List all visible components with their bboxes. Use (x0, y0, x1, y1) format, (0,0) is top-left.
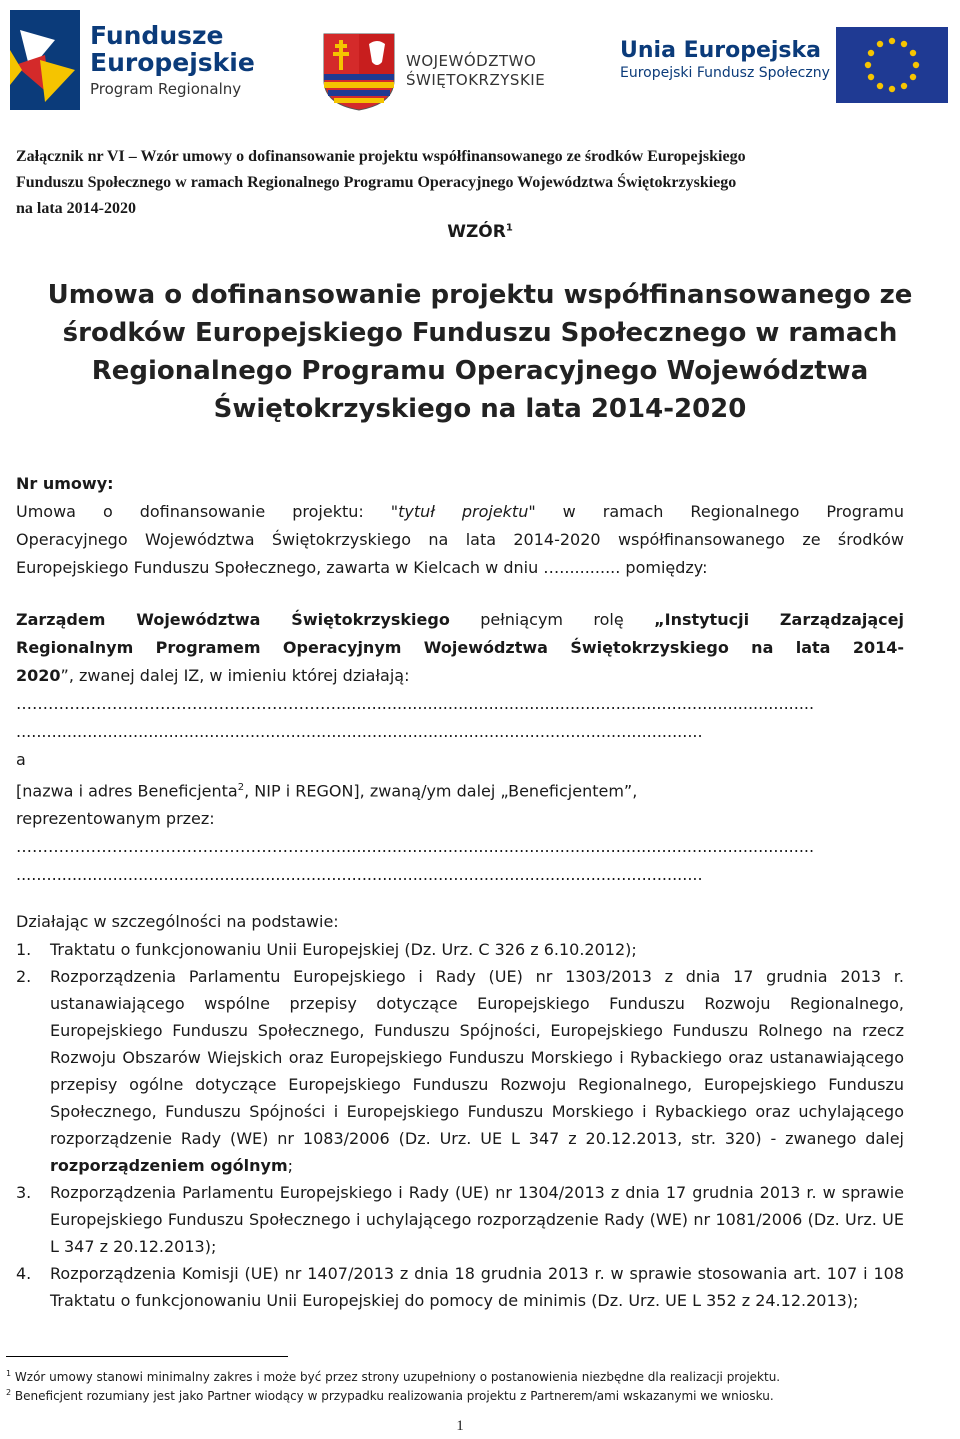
beneficiary-b: , NIP i REGON], zwaną/ym dalej „Beneficjentem”, (244, 781, 638, 801)
beneficiary-a: [nazwa i adres Beneficjenta (16, 781, 238, 801)
footnote-2 (6, 1383, 912, 1406)
title-line1: Umowa o dofinansowanie projektu współfinansowanego ze (47, 280, 913, 310)
annex-line3: na lata 2014-2020 (16, 200, 136, 217)
document-title (30, 276, 930, 428)
footnote-divider (6, 1356, 288, 1357)
intro-line2: Operacyjnego Województwa Świętokrzyskiego na lata 2014-2020 współfinansowanego ze środków (16, 530, 904, 549)
list-item-number: 1. (16, 940, 32, 959)
party1-institution: „Instytucji Zarządzającej (654, 610, 904, 629)
signatory-dots-2: ....................................................................................................................................... (16, 722, 703, 741)
logo-fundusze-europejskie (10, 10, 270, 110)
intro-a: Umowa o dofinansowanie projektu: (16, 502, 391, 521)
representative-dots-2: ....................................................................................................................................... (16, 865, 703, 885)
title-line3: Regionalnego Programu Operacyjnego Województwa (91, 356, 869, 386)
and-label: a (16, 750, 26, 769)
party1-year: 2020 (16, 666, 61, 685)
logo-wojewodztwo-swietokrzyskie (322, 32, 562, 112)
footnote-2-text: Beneficjent rozumiany jest jako Partner wiodący w przypadku realizowania projektu z Partnerem/ami wskazanymi we wniosku. (14, 1389, 774, 1403)
party1-line2: Regionalnym Programem Operacyjnym Województwa Świętokrzyskiego na lata 2014- (16, 638, 904, 657)
representative-dots-1: …………………………………………………….............................................................................................. (16, 837, 815, 857)
title-line4: Świętokrzyskiego na lata 2014-2020 (213, 394, 747, 424)
wzor-label (0, 222, 960, 242)
ue-line1: Unia Europejska (620, 38, 822, 63)
party1-line3 (16, 662, 904, 690)
page-number: 1 (456, 1418, 464, 1434)
party1-line1 (16, 606, 904, 634)
intro-b: w ramach Regionalnego Programu (535, 502, 905, 521)
header-logos (0, 0, 960, 118)
fe-line3: Program Regionalny (90, 80, 242, 98)
footnote-1-text: Wzór umowy stanowi minimalny zakres i może być przez strony uzupełniony o postanowienia niezbędne dla realizacji projektu. (14, 1370, 781, 1384)
coat-of-arms-icon (322, 32, 396, 112)
party1-role: pełniącym rolę (449, 610, 655, 629)
eu-flag-icon (836, 27, 948, 103)
intro-line1 (16, 498, 904, 526)
list-item-number: 2. (16, 967, 32, 986)
list-item-text: Rozporządzenia Parlamentu Europejskiego i Rady (UE) nr 1303/2013 z dnia 17 grudnia 2013 r. ustanawiającego wspólne przepisy dotyczące Europejskiego Funduszu Rozwoju Regionalnego, Europejskiego Funduszu Społecznego, Funduszu Spójności, Europejskiego Funduszu Rolnego na rzecz Rozwoju Obszarów Wiejskich oraz Europejskiego Funduszu Morskiego i Rybackiego oraz ustanawiającego przepisy ogólne dotyczące Europejskiego Funduszu Rozwoju Regionalnego, Europejskiego Funduszu Społecznego, Funduszu Spójności i Europejskiego Funduszu Morskiego i Rybackiego oraz uchylającego rozporządzenie Rady (WE) nr 1083/2006 (Dz. Urz. UE L 347 z 20.12.2013, str. 320) - zwanego dalej (50, 967, 904, 1148)
list-item (16, 1260, 904, 1314)
annex-line2: Funduszu Społecznego w ramach Regionalnego Programu Operacyjnego Województwa Świętokrzyskiego (16, 174, 737, 191)
intro-line3: Europejskiego Funduszu Społecznego, zawarta w Kielcach w dniu …............ pomiędzy: (16, 558, 708, 577)
wzor-text: WZÓR (447, 222, 506, 242)
list-item-text: Rozporządzenia Komisji (UE) nr 1407/2013 z dnia 18 grudnia 2013 r. w sprawie stosowania art. 107 i 108 Traktatu o funkcjonowaniu Unii Europejskiej do pomocy de minimis (Dz. Urz. UE L 352 z 24.12.2013); (50, 1264, 904, 1310)
logo-unia-europejska (620, 38, 950, 108)
party1-name: Zarządem Województwa Świętokrzyskiego (16, 610, 450, 629)
list-item (16, 936, 904, 963)
title-line2: środków Europejskiego Funduszu Społecznego w ramach (62, 318, 898, 348)
contract-intro (16, 470, 904, 582)
footnote-2-ref: 2 (6, 1388, 12, 1397)
party1-tail: ”, zwanej dalej IZ, w imieniu której działają: (60, 666, 410, 685)
project-title-placeholder: "tytuł projektu" (390, 502, 536, 521)
ws-line1: WOJEWÓDZTWO (406, 52, 537, 70)
party-iz (16, 606, 904, 889)
list-item (16, 963, 904, 1179)
represented-label: reprezentowanym przez: (16, 809, 215, 829)
beneficiary-line (16, 774, 904, 805)
ue-line2: Europejski Fundusz Społeczny (620, 65, 830, 81)
list-item-number: 4. (16, 1264, 32, 1283)
fe-star-icon (10, 10, 80, 110)
list-item-text: Traktatu o funkcjonowaniu Unii Europejskiej (Dz. Urz. C 326 z 6.10.2012); (50, 940, 637, 959)
list-item-text: Rozporządzenia Parlamentu Europejskiego i Rady (UE) nr 1304/2013 z dnia 17 grudnia 2013 r. w sprawie Europejskiego Funduszu Społecznego i uchylającego rozporządzenie Rady (WE) nr 1081/2006 (Dz. Urz. UE L 347 z 20.12.2013); (50, 1183, 904, 1256)
list-item (16, 1179, 904, 1260)
list-item-number: 3. (16, 1183, 32, 1202)
ws-line2: ŚWIĘTOKRZYSKIE (406, 71, 546, 89)
fe-line2: Europejskie (90, 48, 255, 77)
basis-list (16, 936, 904, 1314)
signatory-dots-1: …………………………………………………….............................................................................................. (16, 694, 815, 713)
annex-header (16, 144, 941, 222)
footnote-ref-1: 1 (505, 222, 513, 234)
annex-line1: Załącznik nr VI – Wzór umowy o dofinansowanie projektu współfinansowanego ze środków Europejskiego (16, 148, 746, 165)
footnote-ref-2: 2 (237, 782, 245, 793)
basis-intro: Działając w szczególności na podstawie: (16, 912, 339, 931)
list-item-tail: ; (287, 1156, 294, 1175)
contract-number-label: Nr umowy: (16, 474, 114, 493)
fe-line1: Fundusze (90, 21, 224, 50)
footnote-1-ref: 1 (6, 1369, 12, 1378)
list-item-bold: rozporządzeniem ogólnym (50, 1156, 288, 1175)
